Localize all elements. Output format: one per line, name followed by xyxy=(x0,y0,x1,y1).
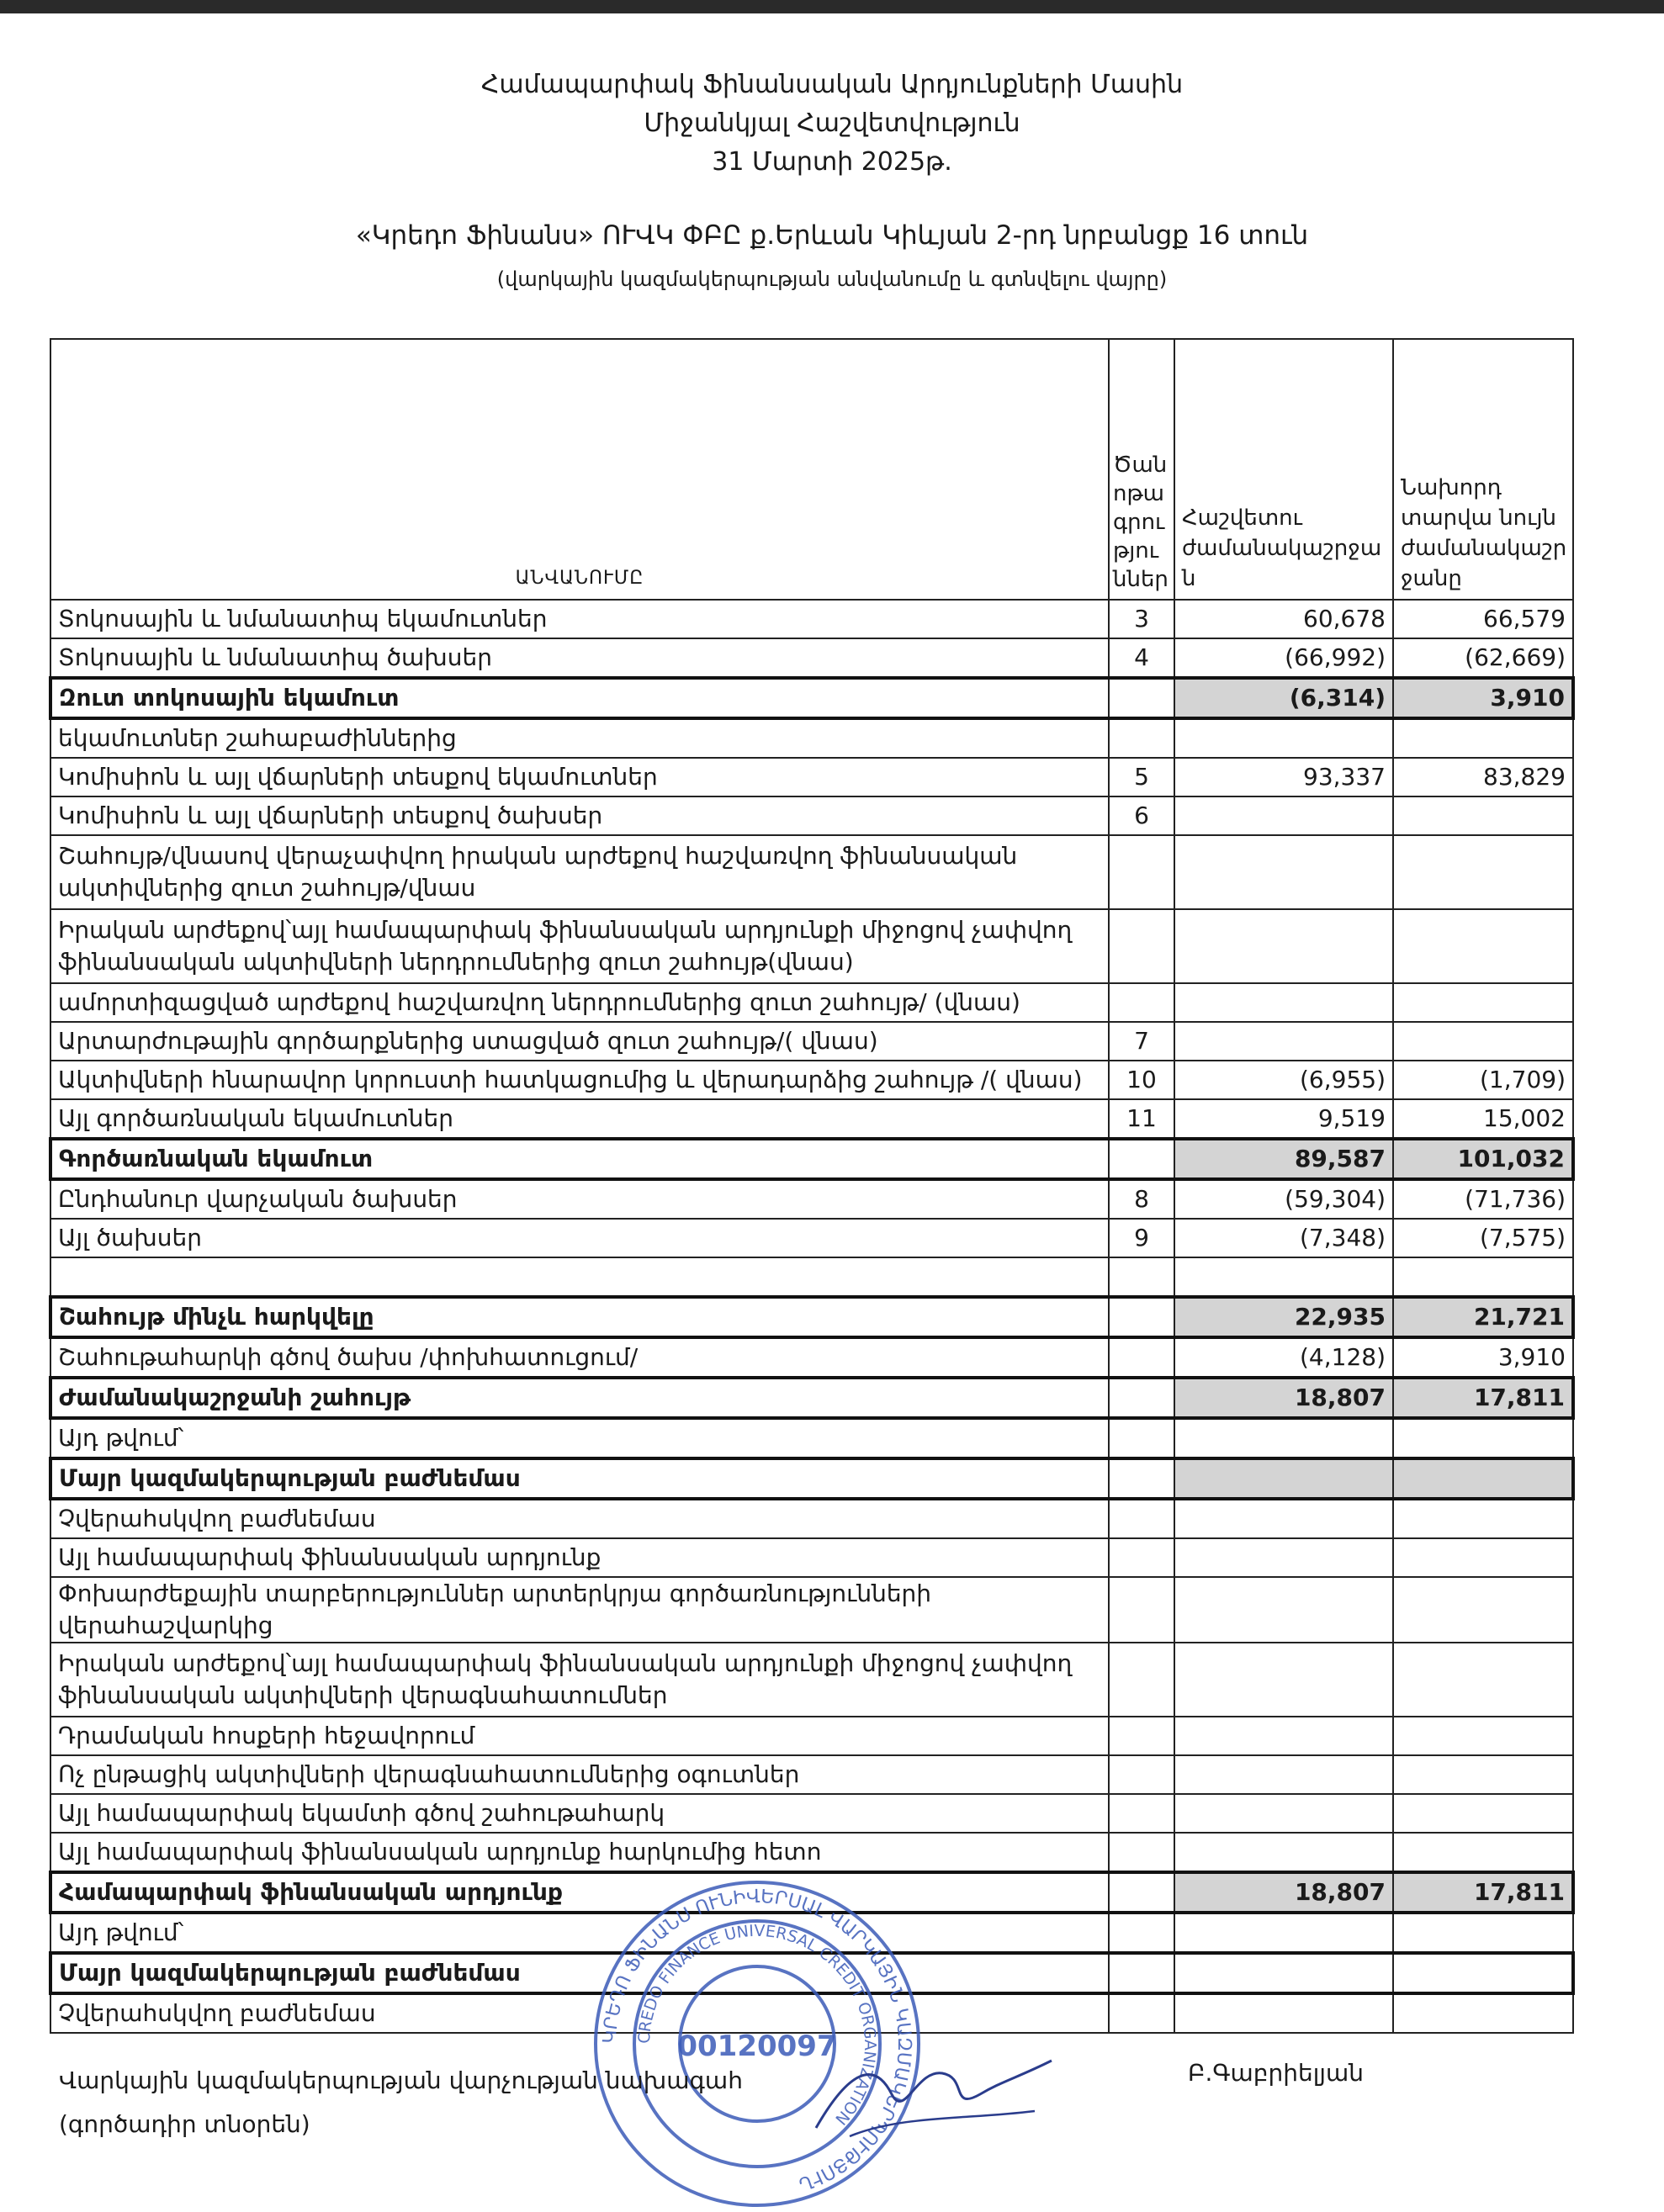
row-note xyxy=(1109,1953,1174,1993)
row-note xyxy=(1109,1458,1174,1499)
row-previous-value xyxy=(1393,909,1573,983)
table-row xyxy=(50,983,1573,1022)
row-note xyxy=(1109,1378,1174,1418)
row-current-value xyxy=(1174,1577,1393,1643)
row-previous-value xyxy=(1393,1418,1573,1458)
row-previous-value xyxy=(1393,1755,1573,1794)
table-row xyxy=(50,1458,1573,1499)
row-current-value xyxy=(1174,1913,1393,1953)
row-name: Զուտ տոկոսային եկամուտ xyxy=(50,678,1109,718)
row-note: 5 xyxy=(1109,758,1174,796)
scan-top-edge xyxy=(0,0,1664,13)
row-previous-value xyxy=(1393,1913,1573,1953)
row-current-value: (6,955) xyxy=(1174,1061,1393,1099)
header-current-period: Հաշվետու ժամանակաշրջա ն xyxy=(1174,339,1393,600)
row-name: Շահույթ մինչև հարկվելը xyxy=(50,1297,1109,1337)
row-name: Գործառնական եկամուտ xyxy=(50,1139,1109,1179)
row-previous-value xyxy=(1393,1953,1573,1993)
title-line-2: Միջանկյալ Հաշվետվություն xyxy=(644,108,1020,138)
table-row xyxy=(50,1139,1573,1179)
table-row xyxy=(50,638,1573,678)
row-note xyxy=(1109,1872,1174,1913)
row-previous-value: 17,811 xyxy=(1393,1378,1573,1418)
table-row xyxy=(50,1833,1573,1872)
row-note xyxy=(1109,1337,1174,1378)
table-row xyxy=(50,1755,1573,1794)
row-note xyxy=(1109,1538,1174,1577)
row-name: Դրամական հոսքերի հեջավորում xyxy=(50,1717,1109,1755)
row-previous-value: 101,032 xyxy=(1393,1139,1573,1179)
table-row xyxy=(50,1099,1573,1139)
row-current-value xyxy=(1174,1717,1393,1755)
row-current-value: (6,314) xyxy=(1174,678,1393,718)
financial-statement-table xyxy=(49,338,1575,2034)
row-name xyxy=(50,1257,1109,1297)
table-row xyxy=(50,1297,1573,1337)
row-note: 7 xyxy=(1109,1022,1174,1061)
title-line-1: Համապարփակ Ֆինանսական Արդյունքների Մասին xyxy=(480,70,1184,99)
row-current-value xyxy=(1174,1794,1393,1833)
organization-caption: (վարկային կազմակերպության անվանումը և գտնվելու վայրը) xyxy=(496,267,1168,291)
row-note xyxy=(1109,1643,1174,1717)
row-note: 4 xyxy=(1109,638,1174,678)
row-note xyxy=(1109,1139,1174,1179)
row-note xyxy=(1109,1717,1174,1755)
row-note xyxy=(1109,1794,1174,1833)
table-row xyxy=(50,758,1573,796)
row-name: Այլ համապարփակ ֆինանսական արդյունք հարկումից հետո xyxy=(50,1833,1109,1872)
row-current-value xyxy=(1174,1538,1393,1577)
table-row xyxy=(50,1538,1573,1577)
row-note xyxy=(1109,678,1174,718)
row-current-value xyxy=(1174,718,1393,758)
row-previous-value: 21,721 xyxy=(1393,1297,1573,1337)
row-name: Արտարժութային գործարքներից ստացված զուտ շահույթ/( վնաս) xyxy=(50,1022,1109,1061)
row-name: Այլ ծախսեր xyxy=(50,1219,1109,1257)
row-previous-value xyxy=(1393,1577,1573,1643)
row-name: Շահույթ/վնասով վերաչափվող իրական արժեքով հաշվառվող ֆինանսական ակտիվներից զուտ շահույթ/վնաս xyxy=(50,835,1109,909)
row-name: Փոխարժեքային տարբերություններ արտերկրյա գործառնությունների վերահաշվարկից xyxy=(50,1577,1109,1643)
document-title xyxy=(0,66,1664,182)
organization-line: «Կրեդո Ֆինանս» ՈՒՎԿ ՓԲԸ ք.Երևան Կիևյան 2-րդ նրբանցք 16 տուն xyxy=(355,220,1309,251)
table-row xyxy=(50,1953,1573,1993)
header-notes: Ծան ոթա գրու թյու ններ xyxy=(1109,339,1174,600)
table-row xyxy=(50,909,1573,983)
row-previous-value: 83,829 xyxy=(1393,758,1573,796)
row-note: 10 xyxy=(1109,1061,1174,1099)
row-name: եկամուտներ շահաբաժիններից xyxy=(50,718,1109,758)
row-current-value xyxy=(1174,1755,1393,1794)
row-previous-value xyxy=(1393,1833,1573,1872)
table-row xyxy=(50,1499,1573,1538)
row-previous-value: 66,579 xyxy=(1393,600,1573,638)
table-row xyxy=(50,1577,1573,1643)
row-current-value xyxy=(1174,796,1393,835)
table-row xyxy=(50,1257,1573,1297)
row-note xyxy=(1109,1993,1174,2033)
row-note xyxy=(1109,1499,1174,1538)
row-name: Այդ թվում՝ xyxy=(50,1418,1109,1458)
header-previous-period: Նախորդ տարվա նույն ժամանակաշր ջանը xyxy=(1393,339,1573,600)
row-current-value xyxy=(1174,1022,1393,1061)
table-row xyxy=(50,1794,1573,1833)
row-previous-value xyxy=(1393,1794,1573,1833)
svg-text:ԿՐԵԴՈ ՖԻՆԱՆՍ ՈՒՆԻՎԵՐՍԱԼ ՎԱՐԿԱՅ: ԿՐԵԴՈ ՖԻՆԱՆՍ ՈՒՆԻՎԵՐՍԱԼ ՎԱՐԿԱՅԻՆ ԿԱԶՄԱԿԵՐՊՈՒԹՅՈՒՆ xyxy=(599,1886,915,2195)
row-name: Ակտիվների հնարավոր կորուստի հատկացումից և վերադարձից շահույթ /( վնաս) xyxy=(50,1061,1109,1099)
row-note xyxy=(1109,1297,1174,1337)
table-row xyxy=(50,1378,1573,1418)
row-previous-value: 3,910 xyxy=(1393,1337,1573,1378)
row-current-value xyxy=(1174,1993,1393,2033)
row-previous-value: (7,575) xyxy=(1393,1219,1573,1257)
row-previous-value xyxy=(1393,1993,1573,2033)
row-current-value: 89,587 xyxy=(1174,1139,1393,1179)
row-current-value: (4,128) xyxy=(1174,1337,1393,1378)
table-row xyxy=(50,835,1573,909)
row-current-value xyxy=(1174,909,1393,983)
row-previous-value xyxy=(1393,1022,1573,1061)
row-name: Շահութահարկի գծով ծախս /փոխհատուցում/ xyxy=(50,1337,1109,1378)
row-name: Համապարփակ ֆինանսական արդյունք xyxy=(50,1872,1109,1913)
signer-title: Վարկային կազմակերպության վարչության նախագահ xyxy=(59,2066,743,2094)
row-previous-value: (71,736) xyxy=(1393,1179,1573,1219)
header-name: ԱՆՎԱՆՈՒՄԸ xyxy=(50,339,1109,600)
table-row xyxy=(50,1913,1573,1953)
row-name: Այլ գործառնական եկամուտներ xyxy=(50,1099,1109,1139)
table-row xyxy=(50,796,1573,835)
table-row xyxy=(50,718,1573,758)
row-current-value: 93,337 xyxy=(1174,758,1393,796)
row-current-value: 18,807 xyxy=(1174,1378,1393,1418)
row-name: Այդ թվում՝ xyxy=(50,1913,1109,1953)
svg-text:00120097: 00120097 xyxy=(677,2029,837,2063)
row-note: 3 xyxy=(1109,600,1174,638)
row-current-value: (66,992) xyxy=(1174,638,1393,678)
signer-role: (գործադիր տնօրեն) xyxy=(59,2110,310,2138)
row-current-value: 9,519 xyxy=(1174,1099,1393,1139)
row-previous-value: (62,669) xyxy=(1393,638,1573,678)
table-row xyxy=(50,1022,1573,1061)
signer-block xyxy=(59,2059,743,2146)
row-name: Իրական արժեքով՝այլ համապարփակ ֆինանսական արդյունքի միջոցով չափվող ֆինանսական ակտիվների ներդրումներից զուտ շահույթ(վնաս) xyxy=(50,909,1109,983)
row-note xyxy=(1109,1257,1174,1297)
row-current-value xyxy=(1174,835,1393,909)
row-current-value xyxy=(1174,1499,1393,1538)
row-current-value xyxy=(1174,983,1393,1022)
row-previous-value xyxy=(1393,796,1573,835)
table-row xyxy=(50,1872,1573,1913)
row-note xyxy=(1109,1833,1174,1872)
row-current-value xyxy=(1174,1833,1393,1872)
row-previous-value xyxy=(1393,1257,1573,1297)
row-previous-value xyxy=(1393,1499,1573,1538)
row-previous-value xyxy=(1393,983,1573,1022)
signature xyxy=(799,2035,1077,2162)
row-current-value: 60,678 xyxy=(1174,600,1393,638)
table-header-row xyxy=(50,339,1573,600)
row-name: Տոկոսային և նմանատիպ ծախսեր xyxy=(50,638,1109,678)
row-name: Այլ համապարփակ եկամտի գծով շահութահարկ xyxy=(50,1794,1109,1833)
table-row xyxy=(50,1643,1573,1717)
row-note xyxy=(1109,909,1174,983)
signer-name: Բ.Գաբրիելյան xyxy=(1188,2059,1364,2087)
table-row xyxy=(50,1337,1573,1378)
row-previous-value xyxy=(1393,1643,1573,1717)
table-row xyxy=(50,1179,1573,1219)
row-name: Տոկոսային և նմանատիպ եկամուտներ xyxy=(50,600,1109,638)
row-name: Չվերահսկվող բաժնեմաս xyxy=(50,1993,1109,2033)
row-name: Կոմիսիոն և այլ վճարների տեսքով ծախսեր xyxy=(50,796,1109,835)
row-note xyxy=(1109,718,1174,758)
row-current-value: (7,348) xyxy=(1174,1219,1393,1257)
row-name: Մայր կազմակերպության բաժնեմաս xyxy=(50,1458,1109,1499)
row-note xyxy=(1109,1755,1174,1794)
row-current-value xyxy=(1174,1418,1393,1458)
row-note xyxy=(1109,983,1174,1022)
row-previous-value: 17,811 xyxy=(1393,1872,1573,1913)
row-note xyxy=(1109,1913,1174,1953)
row-name: Կոմիսիոն և այլ վճարների տեսքով եկամուտներ xyxy=(50,758,1109,796)
table-row xyxy=(50,1219,1573,1257)
row-name: Ժամանակաշրջանի շահույթ xyxy=(50,1378,1109,1418)
table-row xyxy=(50,678,1573,718)
row-note: 6 xyxy=(1109,796,1174,835)
row-current-value: 22,935 xyxy=(1174,1297,1393,1337)
row-note: 9 xyxy=(1109,1219,1174,1257)
row-current-value xyxy=(1174,1643,1393,1717)
row-previous-value xyxy=(1393,1458,1573,1499)
row-note xyxy=(1109,1577,1174,1643)
row-note xyxy=(1109,1418,1174,1458)
row-name: Ոչ ընթացիկ ակտիվների վերագնահատումներից օգուտներ xyxy=(50,1755,1109,1794)
row-current-value: 18,807 xyxy=(1174,1872,1393,1913)
row-previous-value: (1,709) xyxy=(1393,1061,1573,1099)
row-note xyxy=(1109,835,1174,909)
row-current-value xyxy=(1174,1257,1393,1297)
row-name: Իրական արժեքով՝այլ համապարփակ ֆինանսական արդյունքի միջոցով չափվող ֆինանսական ակտիվների վերագնահատումներ xyxy=(50,1643,1109,1717)
row-previous-value xyxy=(1393,718,1573,758)
svg-text:CREDO FINANCE UNIVERSAL CREDIT: CREDO FINANCE UNIVERSAL CREDIT ORGANIZATION xyxy=(634,1921,880,2129)
row-name: Այլ համապարփակ ֆինանսական արդյունք xyxy=(50,1538,1109,1577)
row-note: 8 xyxy=(1109,1179,1174,1219)
row-previous-value: 3,910 xyxy=(1393,678,1573,718)
row-previous-value xyxy=(1393,1538,1573,1577)
row-note: 11 xyxy=(1109,1099,1174,1139)
row-previous-value xyxy=(1393,835,1573,909)
table-row xyxy=(50,1061,1573,1099)
table-row xyxy=(50,1993,1573,2033)
row-name: Մայր կազմակերպության բաժնեմաս xyxy=(50,1953,1109,1993)
row-name: Ընդհանուր վարչական ծախսեր xyxy=(50,1179,1109,1219)
row-current-value xyxy=(1174,1458,1393,1499)
row-current-value: (59,304) xyxy=(1174,1179,1393,1219)
row-current-value xyxy=(1174,1953,1393,1993)
row-name: Չվերահսկվող բաժնեմաս xyxy=(50,1499,1109,1538)
row-name: ամորտիզացված արժեքով հաշվառվող ներդրումներից զուտ շահույթ/ (վնաս) xyxy=(50,983,1109,1022)
title-line-3: 31 Մարտի 2025թ. xyxy=(712,147,952,177)
table-row xyxy=(50,600,1573,638)
row-previous-value: 15,002 xyxy=(1393,1099,1573,1139)
table-row xyxy=(50,1418,1573,1458)
table-row xyxy=(50,1717,1573,1755)
row-previous-value xyxy=(1393,1717,1573,1755)
